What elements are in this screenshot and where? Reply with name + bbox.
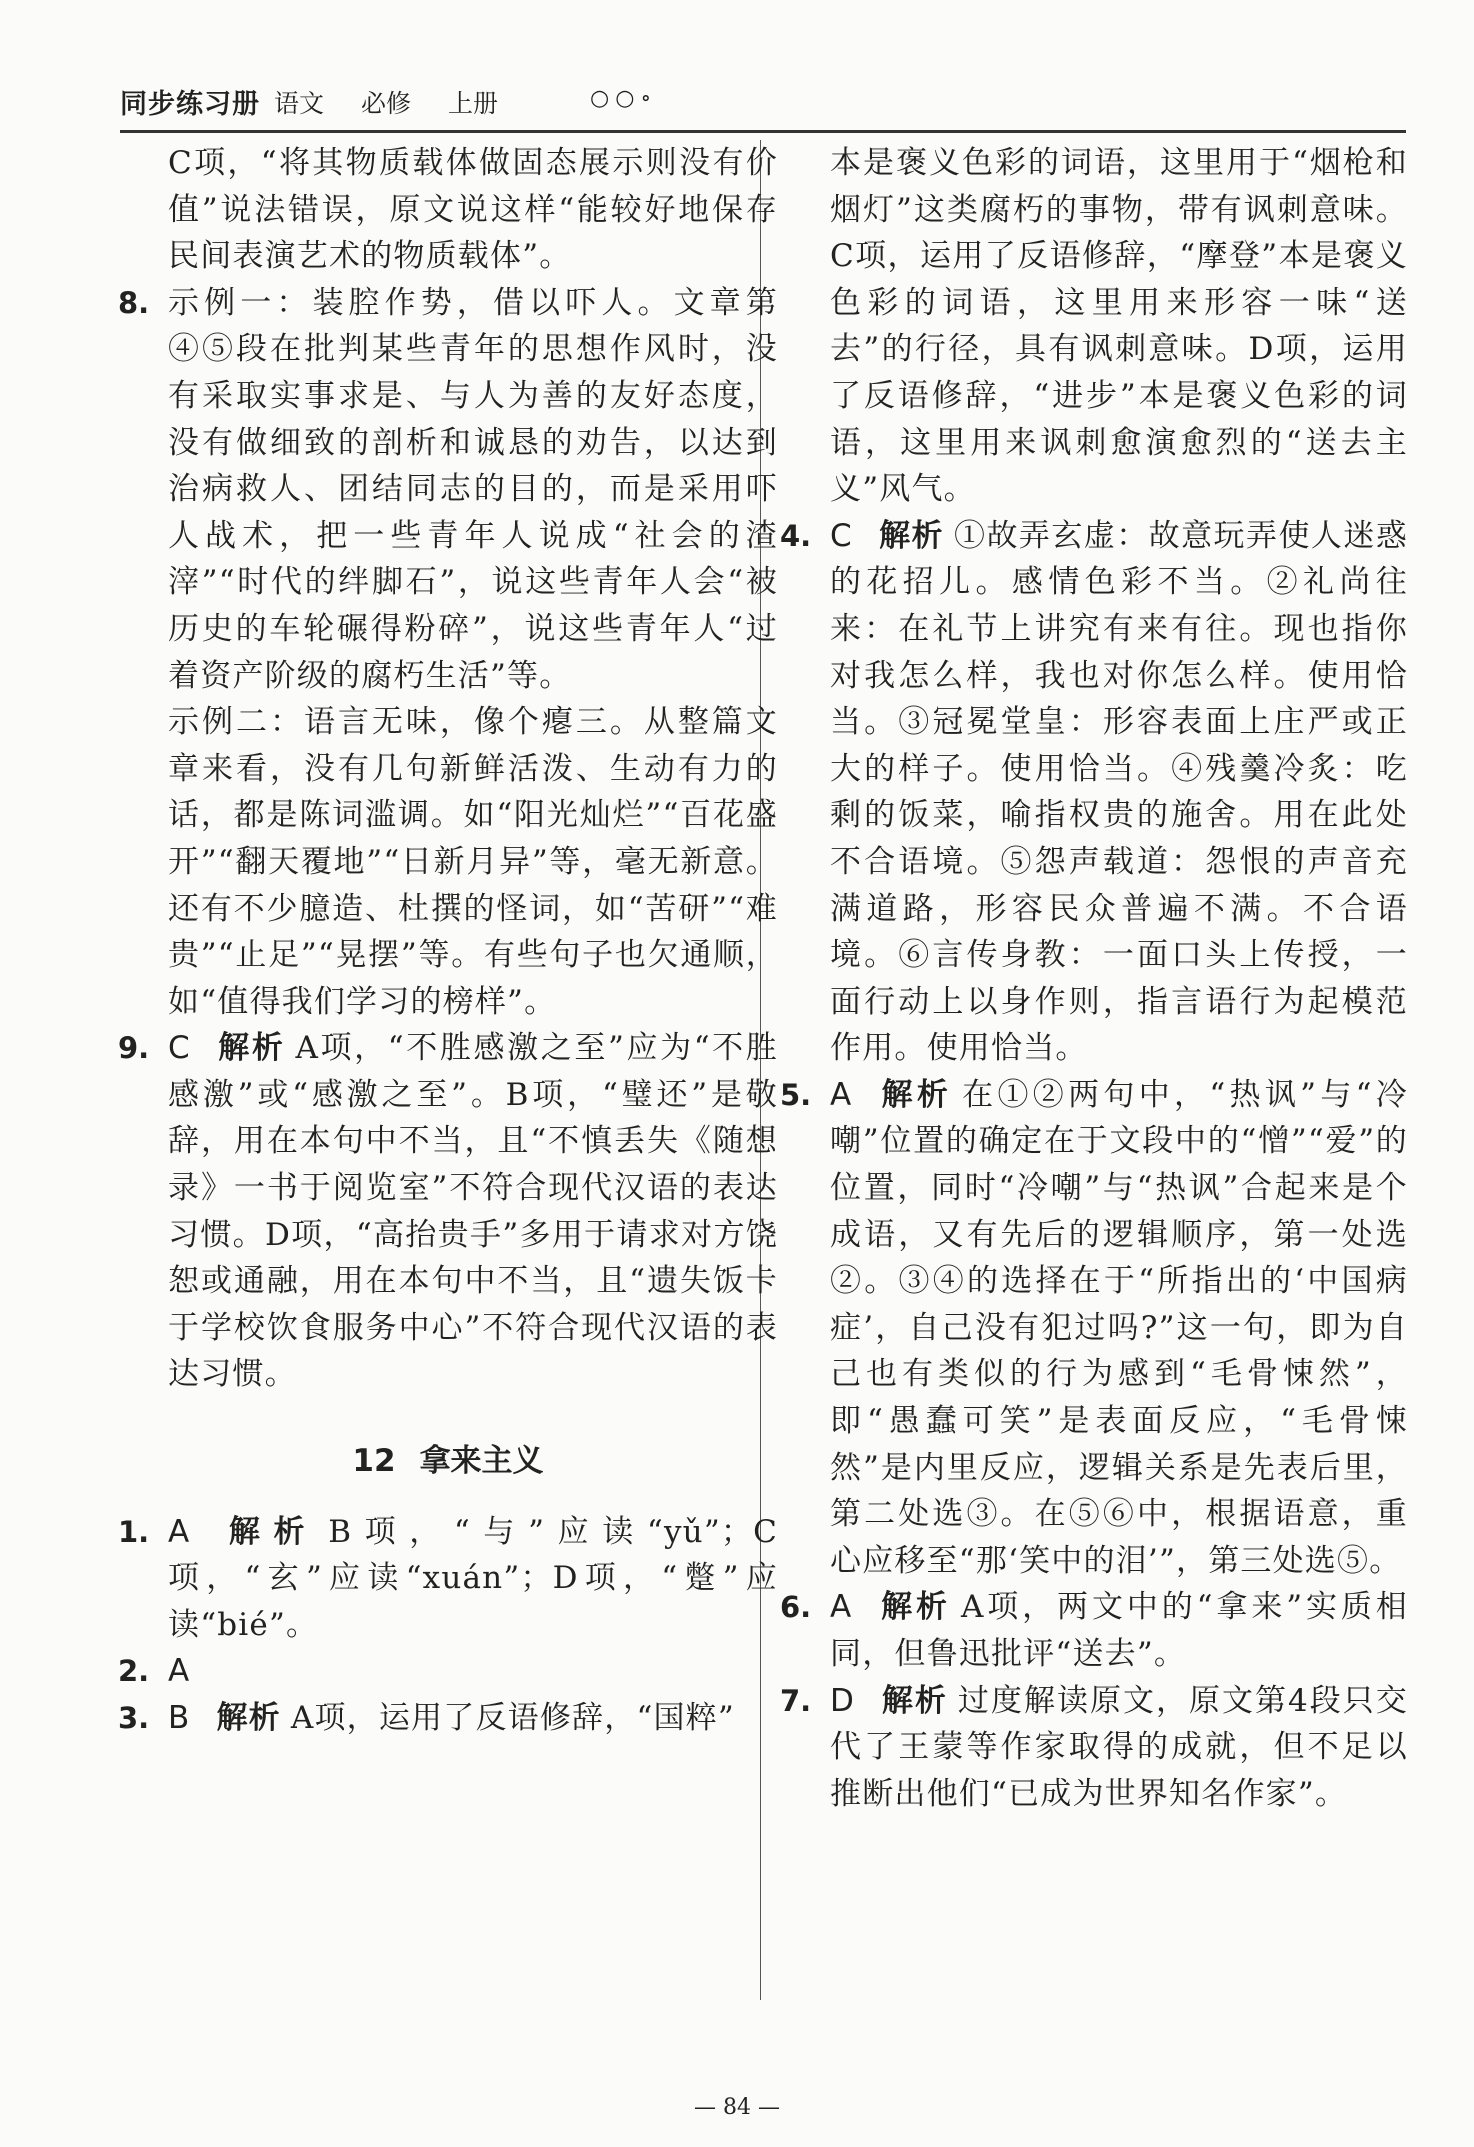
answer-item-9 bbox=[118, 1025, 778, 1398]
analysis-text: A项，“不胜感激之至”应为“不胜感激”或“感激之至”。B项，“璧还”是敬辞，用在本句中不当，且“不慎丢失《随想录》一书于阅览室”不符合现代汉语的表达习惯。D项，“高抬贵手”多用于请求对方饶恕或通融，用在本句中不当，且“遗失饭卡于学校饮食服务中心”不符合现代汉语的表达习惯。 bbox=[168, 1030, 778, 1393]
answer-choice: A bbox=[168, 1653, 191, 1690]
section-number: 12 bbox=[352, 1443, 396, 1480]
analysis-text: 过度解读原文，原文第4段只交代了王蒙等作家取得的成就，但不足以推断出他们“已成为世界知名作家”。 bbox=[830, 1682, 1408, 1812]
answer-choice: D bbox=[830, 1682, 856, 1719]
analysis-label: 解析 bbox=[878, 517, 944, 554]
answer-item-1 bbox=[118, 1509, 778, 1649]
answer-item-5 bbox=[780, 1072, 1408, 1585]
analysis-text: B项，“与”应读“yǔ”；C项，“玄”应读“xuán”；D项，“蹩”应读“bié”。 bbox=[168, 1513, 778, 1643]
item-number: 4. bbox=[780, 518, 812, 553]
item-number: 6. bbox=[780, 1590, 812, 1625]
analysis-label: 解析 bbox=[878, 1076, 953, 1113]
subject-label: 语文 bbox=[274, 89, 325, 118]
answer-item-6 bbox=[780, 1584, 1408, 1677]
item-number: 8. bbox=[118, 285, 150, 320]
answer-item-2 bbox=[118, 1648, 778, 1695]
book-title: 同步练习册 bbox=[120, 89, 260, 120]
analysis-label: 解析 bbox=[878, 1589, 951, 1626]
answer-choice: A bbox=[168, 1513, 191, 1550]
volume-label: 上册 bbox=[448, 89, 499, 118]
item-number: 2. bbox=[118, 1654, 150, 1689]
analysis-label: 解析 bbox=[216, 1513, 319, 1550]
item-number: 1. bbox=[118, 1514, 150, 1549]
answer-choice: A bbox=[830, 1589, 853, 1626]
analysis-label: 解析 bbox=[216, 1030, 286, 1067]
example-one: 示例一：装腔作势，借以吓人。文章第④⑤段在批判某些青年的思想作风时，没有采取实事求是、与人为善的友好态度，没有做细致的剖析和诚恳的劝告，以达到治病救人、团结同志的目的，而是采用吓人战术，把一些青年人说成“社会的渣滓”“时代的绊脚石”，说这些青年人会“被历史的车轮碾得粉碎”，说这些青年人“过着资产阶级的腐朽生活”等。 bbox=[168, 284, 778, 694]
item-3-continuation: 本是褒义色彩的词语，这里用于“烟枪和烟灯”这类腐朽的事物，带有讽刺意味。C项，运用了反语修辞，“摩登”本是褒义色彩的词语，这里用来形容一味“送去”的行径，具有讽刺意味。D项，运用了反语修辞，“进步”本是褒义色彩的词语，这里用来讽刺愈演愈烈的“送去主义”风气。 bbox=[830, 145, 1408, 508]
section-title: 拿来主义 bbox=[419, 1443, 544, 1480]
answer-item-4 bbox=[780, 513, 1408, 1072]
answer-item-7 bbox=[780, 1678, 1408, 1818]
answer-item-8 bbox=[118, 280, 778, 1026]
page-number: — 84 — bbox=[694, 2095, 780, 2120]
item-number: 7. bbox=[780, 1683, 812, 1718]
answer-choice: C bbox=[830, 517, 853, 554]
decorative-dots: ○○∘ bbox=[590, 86, 658, 111]
item-number: 9. bbox=[118, 1031, 150, 1066]
analysis-text: ①故弄玄虚：故意玩弄使人迷惑的花招儿。感情色彩不当。②礼尚往来：在礼节上讲究有来有往。现也指你对我怎么样，我也对你怎么样。使用恰当。③冠冕堂皇：形容表面上庄严或正大的样子。使用恰当。④残羹冷炙：吃剩的饭菜，喻指权贵的施舍。用在此处不合语境。⑤怨声载道：怨恨的声音充满道路，形容民众普遍不满。不合语境。⑥言传身教：一面口头上传授，一面行动上以身作则，指言语行为起模范作用。使用恰当。 bbox=[830, 517, 1408, 1067]
answer-choice: A bbox=[830, 1076, 853, 1113]
left-column bbox=[118, 140, 778, 1995]
analysis-label: 解析 bbox=[216, 1700, 281, 1736]
answer-choice: C bbox=[168, 1030, 191, 1067]
analysis-text: A项，两文中的“拿来”实质相同，但鲁迅批评“送去”。 bbox=[830, 1589, 1408, 1672]
page-header bbox=[120, 82, 1406, 133]
module-label: 必修 bbox=[361, 89, 412, 118]
analysis-label: 解析 bbox=[881, 1682, 948, 1719]
answer-item-3 bbox=[118, 1695, 778, 1742]
item-number: 3. bbox=[118, 1701, 150, 1735]
item-7-continuation: C项，“将其物质载体做固态展示则没有价值”说法错误，原文说这样“能较好地保存民间表演艺术的物质载体”。 bbox=[168, 145, 778, 275]
right-column bbox=[780, 140, 1408, 1995]
answer-choice: B bbox=[168, 1700, 191, 1736]
item-number: 5. bbox=[780, 1077, 812, 1112]
analysis-text: A项，运用了反语修辞，“国粹” bbox=[290, 1700, 735, 1736]
section-heading bbox=[118, 1438, 778, 1485]
analysis-text: 在①②两句中，“热讽”与“冷嘲”位置的确定在于文段中的“憎”“爱”的位置，同时“冷嘲”与“热讽”合起来是个成语，又有先后的逻辑顺序，第一处选②。③④的选择在于“所指出的‘中国病症’，自己没有犯过吗?”这一句，即为自己也有类似的行为感到“毛骨悚然”，即“愚蠢可笑”是表面反应，“毛骨悚然”是内里反应，逻辑关系是先表后里，第二处选③。在⑤⑥中，根据语意，重心应移至“那‘笑中的泪’”，第三处选⑤。 bbox=[830, 1076, 1408, 1579]
example-two: 示例二：语言无味，像个瘪三。从整篇文章来看，没有几句新鲜活泼、生动有力的话，都是陈词滥调。如“阳光灿烂”“百花盛开”“翻天覆地”“日新月异”等，毫无新意。还有不少臆造、杜撰的怪词，如“苦研”“难贵”“止足”“晃摆”等。有些句子也欠通顺，如“值得我们学习的榜样”。 bbox=[168, 704, 778, 1020]
